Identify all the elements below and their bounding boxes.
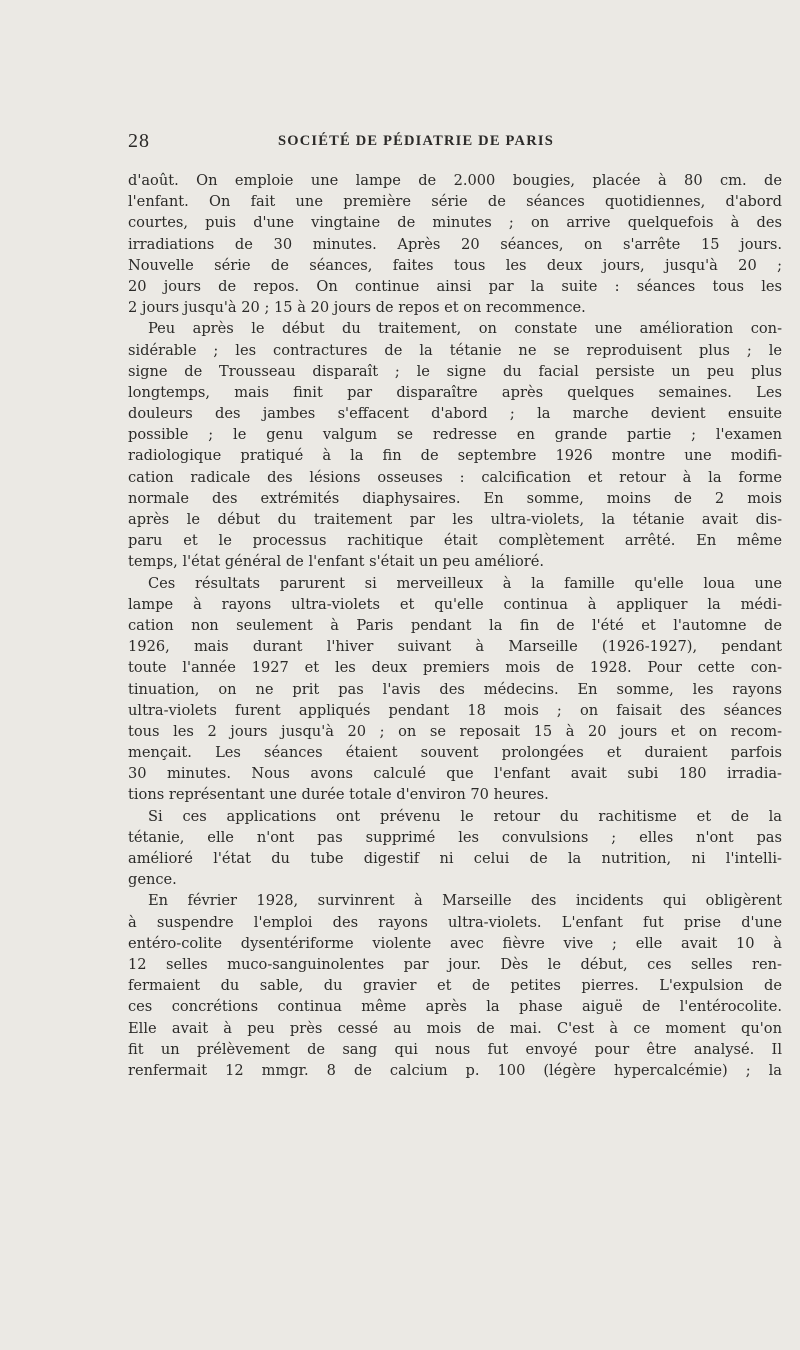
text-line: fit un prélèvement de sang qui nous fut envoyé pour être analysé. Il: [128, 1040, 782, 1058]
text-line: 20 jours de repos. On continue ainsi par la suite : séances tous les: [128, 277, 782, 295]
text-line: paru et le processus rachitique était complètement arrêté. En même: [128, 532, 782, 550]
text-line: radiologique pratiqué à la fin de septembre 1926 montre une modifi-: [128, 447, 782, 465]
text-line: amélioré l'état du tube digestif ni celui de la nutrition, ni l'intelli-: [128, 850, 782, 867]
text-line: temps, l'état général de l'enfant s'était un peu amélioré.: [128, 553, 545, 571]
text-line: toute l'année 1927 et les deux premiers mois de 1928. Pour cette con-: [128, 659, 782, 677]
paragraph-start-line: Peu après le début du traitement, on constate une amélioration con-: [148, 320, 782, 338]
text-line: fermaient du sable, du gravier et de petites pierres. L'expulsion de: [128, 977, 782, 995]
text-line: Elle avait à peu près cessé au mois de mai. C'est à ce moment qu'on: [128, 1019, 782, 1037]
text-line: cation non seulement à Paris pendant la fin de l'été et l'automne de: [128, 616, 782, 634]
paragraph-start-line: Ces résultats parurent si merveilleux à la famille qu'elle loua une: [148, 574, 782, 592]
text-line: à suspendre l'emploi des rayons ultra-violets. L'enfant fut prise d'une: [128, 913, 782, 931]
text-line: tétanie, elle n'ont pas supprimé les convulsions ; elles n'ont pas: [128, 828, 782, 846]
text-line: sidérable ; les contractures de la tétanie ne se reproduisent plus ; le: [128, 341, 782, 359]
text-line: cation radicale des lésions osseuses : calcification et retour à la forme: [128, 468, 782, 486]
text-line: douleurs des jambes s'effacent d'abord ; la marche devient ensuite: [128, 405, 782, 423]
paragraph-start-line: Si ces applications ont prévenu le retour du rachitisme et de la: [148, 807, 782, 825]
text-line: tinuation, on ne prit pas l'avis des médecins. En somme, les rayons: [128, 680, 782, 698]
text-line: renfermait 12 mmgr. 8 de calcium p. 100 (légère hypercalcémie) ; la: [128, 1061, 782, 1079]
page-header: [128, 130, 782, 154]
text-line: 2 jours jusqu'à 20 ; 15 à 20 jours de repos et on recommence.: [128, 299, 586, 317]
body-text: [128, 170, 782, 1081]
text-line: après le début du traitement par les ultra-violets, la tétanie avait dis-: [128, 511, 782, 528]
text-line: tions représentant une durée totale d'environ 70 heures.: [128, 786, 549, 804]
text-line: mençait. Les séances étaient souvent prolongées et duraient parfois: [128, 744, 782, 762]
text-line: courtes, puis d'une vingtaine de minutes ; on arrive quelquefois à des: [128, 214, 782, 232]
text-line: 1926, mais durant l'hiver suivant à Marseille (1926-1927), pendant: [128, 638, 782, 656]
text-line: ultra-violets furent appliqués pendant 18 mois ; on faisait des séances: [128, 701, 782, 719]
text-line: irradiations de 30 minutes. Après 20 séances, on s'arrête 15 jours.: [128, 235, 782, 253]
text-line: Nouvelle série de séances, faites tous les deux jours, jusqu'à 20 ;: [128, 256, 782, 274]
text-line: normale des extrémités diaphysaires. En somme, moins de 2 mois: [128, 489, 782, 507]
text-line: 30 minutes. Nous avons calculé que l'enfant avait subi 180 irradia-: [128, 765, 782, 783]
text-line: possible ; le genu valgum se redresse en grande partie ; l'examen: [128, 426, 782, 444]
page-number: 28: [128, 130, 150, 152]
text-line: entéro-colite dysentériforme violente avec fièvre vive ; elle avait 10 à: [128, 934, 782, 952]
text-line: d'août. On emploie une lampe de 2.000 bougies, placée à 80 cm. de: [128, 172, 782, 189]
text-line: gence.: [128, 871, 177, 889]
text-line: l'enfant. On fait une première série de séances quotidiennes, d'abord: [128, 193, 782, 211]
text-line: lampe à rayons ultra-violets et qu'elle continua à appliquer la médi-: [128, 595, 782, 613]
text-line: tous les 2 jours jusqu'à 20 ; on se reposait 15 à 20 jours et on recom-: [128, 722, 782, 740]
paragraph-start-line: En février 1928, survinrent à Marseille des incidents qui obligèrent: [148, 892, 782, 910]
text-line: signe de Trousseau disparaît ; le signe du facial persiste un peu plus: [128, 362, 782, 380]
text-line: ces concrétions continua même après la phase aiguë de l'entérocolite.: [128, 998, 782, 1016]
running-title: SOCIÉTÉ DE PÉDIATRIE DE PARIS: [278, 133, 554, 149]
text-line: longtemps, mais finit par disparaître après quelques semaines. Les: [128, 383, 782, 401]
text-line: 12 selles muco-sanguinolentes par jour. Dès le début, ces selles ren-: [128, 955, 782, 973]
